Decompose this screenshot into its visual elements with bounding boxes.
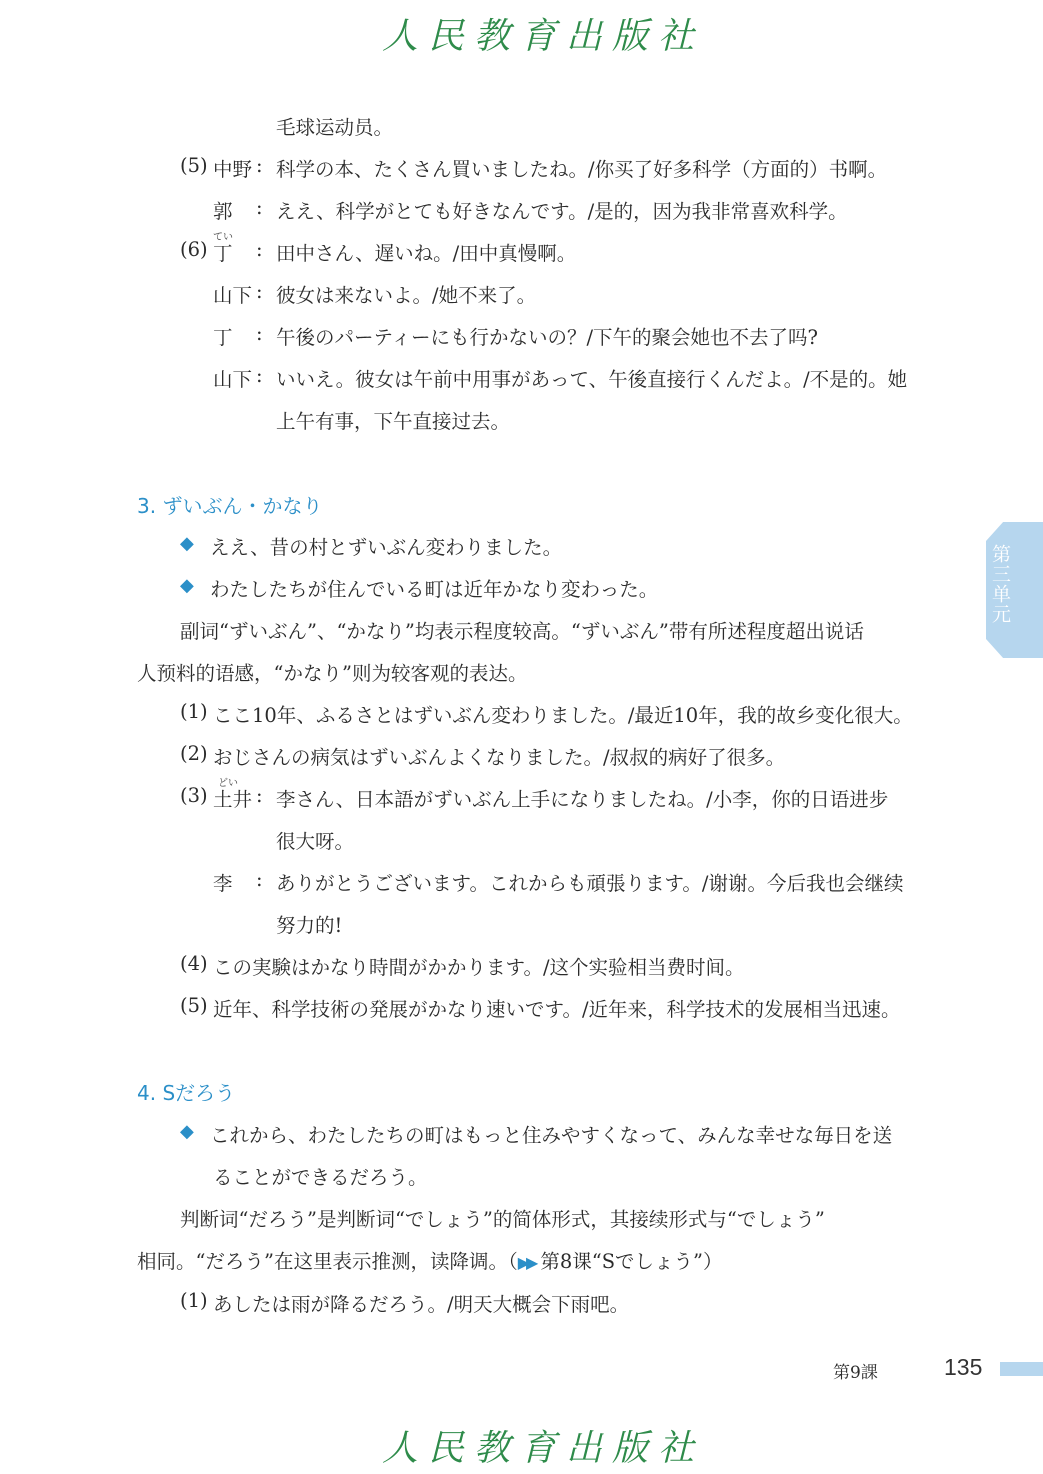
- explanation: 判断词“だろう”是判断词“でしょう”的简体形式，其接续形式与“でしょう”: [180, 1208, 825, 1231]
- speaker-colon: :: [256, 784, 263, 807]
- footer-bar: [1000, 1362, 1043, 1376]
- explanation: [137, 1246, 723, 1274]
- example-sentence: ええ、昔の村とずいぶん変わりました。: [210, 536, 563, 559]
- dialogue-line: ありがとうございます。これからも頑張ります。/谢谢。今后我也会继续: [276, 872, 904, 895]
- example-item: おじさんの病気はずいぶんよくなりました。/叔叔的病好了很多。: [213, 746, 786, 769]
- section-heading: 3. ずいぶん・かなり: [137, 494, 323, 518]
- speaker-name: 山下: [213, 284, 253, 307]
- section-heading: 4. Sだろう: [137, 1081, 236, 1105]
- publisher-logo-bottom: 人民教育出版社: [382, 1428, 705, 1469]
- dialogue-line: 李さん、日本語がずいぶん上手になりましたね。/小李，你的日语进步: [276, 788, 889, 811]
- example-sentence: わたしたちが住んでいる町は近年かなり変わった。: [210, 578, 659, 601]
- example-item: 近年、科学技術の発展がかなり速いです。/近年来，科学技术的发展相当迅速。: [213, 998, 901, 1021]
- dialogue-line: 田中さん、遅いね。/田中真慢啊。: [276, 242, 577, 265]
- item-number: (5): [180, 994, 208, 1017]
- unit-label: 第三单元: [989, 544, 1011, 624]
- explanation: 副词“ずいぶん”、“かなり”均表示程度较高。“ずいぶん”带有所述程度超出说话: [180, 620, 864, 643]
- page-number: 135: [944, 1354, 983, 1380]
- example-item: この実験はかなり時間がかかります。/这个实验相当费时间。: [213, 956, 745, 979]
- dialogue-line-continued: 很大呀。: [276, 830, 355, 853]
- dialogue-line: いいえ。彼女は午前中用事があって、午後直接行くんだよ。/不是的。她: [276, 368, 908, 391]
- speaker-name: 丁: [213, 326, 233, 349]
- item-number: (6): [180, 238, 208, 261]
- speaker-name: 丁: [213, 242, 233, 265]
- diamond-bullet-icon: ◆: [180, 575, 194, 596]
- item-number: (4): [180, 952, 208, 975]
- speaker-colon: :: [256, 196, 263, 219]
- dialogue-line: 科学の本、たくさん買いましたね。/你买了好多科学（方面的）书啊。: [276, 158, 888, 181]
- speaker-colon: :: [256, 868, 263, 891]
- dialogue-line-continued: 上午有事，下午直接过去。: [276, 410, 511, 433]
- speaker-name: 中野: [213, 158, 253, 181]
- speaker-colon: :: [256, 322, 263, 345]
- publisher-logo-top: 人民教育出版社: [382, 16, 705, 57]
- dialogue-line: 彼女は来ないよ。/她不来了。: [276, 284, 537, 307]
- item-number: (1): [180, 700, 208, 723]
- explanation: 人预料的语感，“かなり”则为较客观的表达。: [137, 662, 528, 685]
- explanation-text: 相同。“だろう”在这里表示推测，读降调。（: [137, 1250, 518, 1273]
- example-sentence-continued: ることができるだろう。: [213, 1166, 428, 1189]
- diamond-bullet-icon: ◆: [180, 533, 194, 554]
- dialogue-line-continued: 努力的!: [276, 914, 343, 937]
- item-number: (3): [180, 784, 208, 807]
- speaker-name: 山下: [213, 368, 253, 391]
- speaker-name: 土井: [213, 788, 253, 811]
- speaker-colon: :: [256, 364, 263, 387]
- item-number: (1): [180, 1289, 208, 1312]
- cross-reference: 第8课“Sでしょう”）: [540, 1250, 723, 1273]
- speaker-colon: :: [256, 280, 263, 303]
- speaker-name: 郭: [213, 200, 233, 223]
- furigana: どい: [218, 778, 238, 789]
- speaker-colon: :: [256, 238, 263, 261]
- example-item: ここ10年、ふるさとはずいぶん変わりました。/最近10年，我的故乡变化很大。: [213, 704, 913, 727]
- double-arrow-icon: ▶▶: [517, 1253, 535, 1272]
- speaker-name: 李: [213, 872, 233, 895]
- speaker-colon: :: [256, 154, 263, 177]
- furigana: てい: [213, 232, 233, 243]
- dialogue-line: 午後のパーティーにも行かないの？/下午的聚会她也不去了吗?: [276, 326, 818, 349]
- item-number: (2): [180, 742, 208, 765]
- lesson-label: 第9課: [833, 1363, 878, 1383]
- example-item: あしたは雨が降るだろう。/明天大概会下雨吧。: [213, 1293, 630, 1316]
- diamond-bullet-icon: ◆: [180, 1121, 194, 1142]
- item-number: (5): [180, 154, 208, 177]
- continued-line: 毛球运动员。: [276, 116, 394, 139]
- example-sentence: これから、わたしたちの町はもっと住みやすくなって、みんな幸せな毎日を送: [210, 1124, 893, 1147]
- dialogue-line: ええ、科学がとても好きなんです。/是的，因为我非常喜欢科学。: [276, 200, 848, 223]
